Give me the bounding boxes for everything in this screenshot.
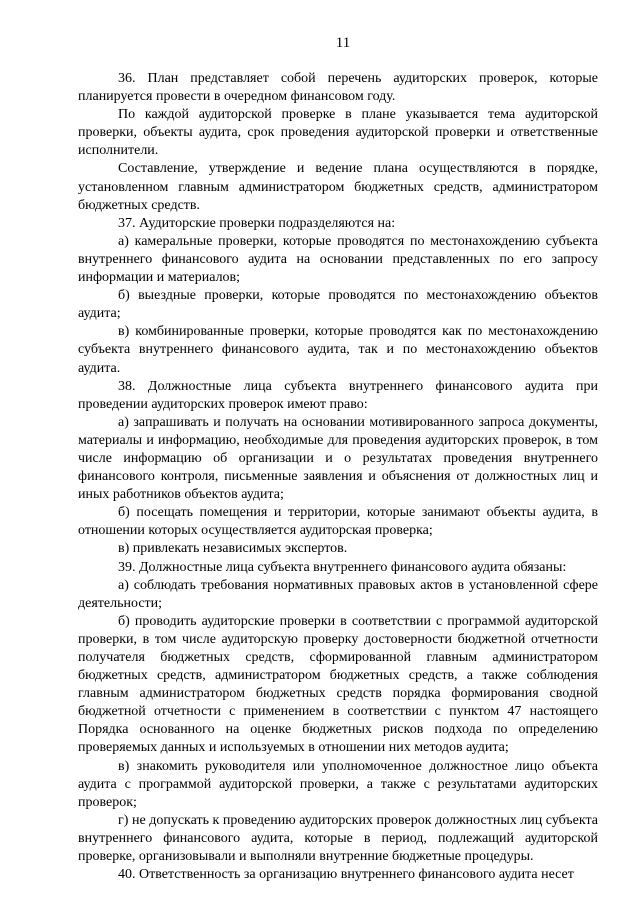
paragraph: 39. Должностные лица субъекта внутреннего финансового аудита обязаны:: [118, 559, 567, 575]
paragraph: Составление, утверждение и ведение плана осуществляются в порядке, установленном главным администратором бюджетных средств, администратором бюджетных средств.: [78, 161, 598, 213]
paragraph: в) знакомить руководителя или уполномоченное должностное лицо объекта аудита с программой аудиторской проверки, а также с результатами аудиторских проверок;: [78, 758, 598, 810]
paragraph: б) проводить аудиторские проверки в соответствии с программой аудиторской проверки, в том числе аудиторскую проверку достоверности бюджетной отчетности получателя бюджетных средств, сформированной главным администратором бюджетных средств, администратором бюджетных средств, а также соблюдения главным администратором бюджетных средств порядка формирования сводной бюджетной отчетности с применением в соответствии с пунктом 47 настоящего Порядка основанного на оценке бюджетных рисков подхода по определению проверяемых данных и используемых в отношении них методов аудита;: [78, 613, 598, 756]
paragraph: в) привлекать независимых экспертов.: [118, 541, 348, 557]
paragraph: 37. Аудиторские проверки подразделяются на:: [118, 215, 396, 231]
paragraph: 36. План представляет собой перечень аудиторских проверок, которые планируется провести в очередном финансовом году.: [78, 71, 598, 105]
paragraph: 38. Должностные лица субъекта внутреннего финансового аудита при проведении аудиторских проверок имеют право:: [78, 378, 598, 412]
paragraph: а) камеральные проверки, которые проводятся по местонахождению субъекта внутреннего финансового аудита на основании представленных по его запросу информации и материалов;: [78, 233, 598, 286]
paragraph: б) посещать помещения и территории, которые занимают объекты аудита, в отношении которых осуществляется аудиторская проверка;: [78, 505, 598, 539]
paragraph: б) выездные проверки, которые проводятся по местонахождению объектов аудита;: [78, 288, 598, 322]
document-body: [78, 70, 598, 884]
paragraph: а) соблюдать требования нормативных правовых актов в установленной сфере деятельности;: [78, 577, 598, 611]
paragraph: 40. Ответственность за организацию внутреннего финансового аудита несет: [118, 867, 574, 883]
paragraph: в) комбинированные проверки, которые проводятся как по местонахождению субъекта внутреннего финансового аудита, так и по местонахождению объектов аудита.: [78, 324, 598, 376]
page-number: 11: [335, 35, 351, 51]
paragraph: а) запрашивать и получать на основании мотивированного запроса документы, материалы и информацию, необходимые для проведения аудиторских проверок, в том числе информацию об организации и о результатах проведения внутреннего финансового контроля, письменные заявления и объяснения от должностных лиц и иных работников объектов аудита;: [78, 414, 598, 503]
paragraph: г) не допускать к проведению аудиторских проверок должностных лиц субъекта внутреннего финансового аудита, которые в период, подлежащий аудиторской проверке, организовывали и выполняли внутренние бюджетные процедуры.: [78, 812, 598, 865]
paragraph: По каждой аудиторской проверке в плане указывается тема аудиторской проверки, объекты аудита, срок проведения аудиторской проверки и ответственные исполнители.: [78, 107, 598, 159]
